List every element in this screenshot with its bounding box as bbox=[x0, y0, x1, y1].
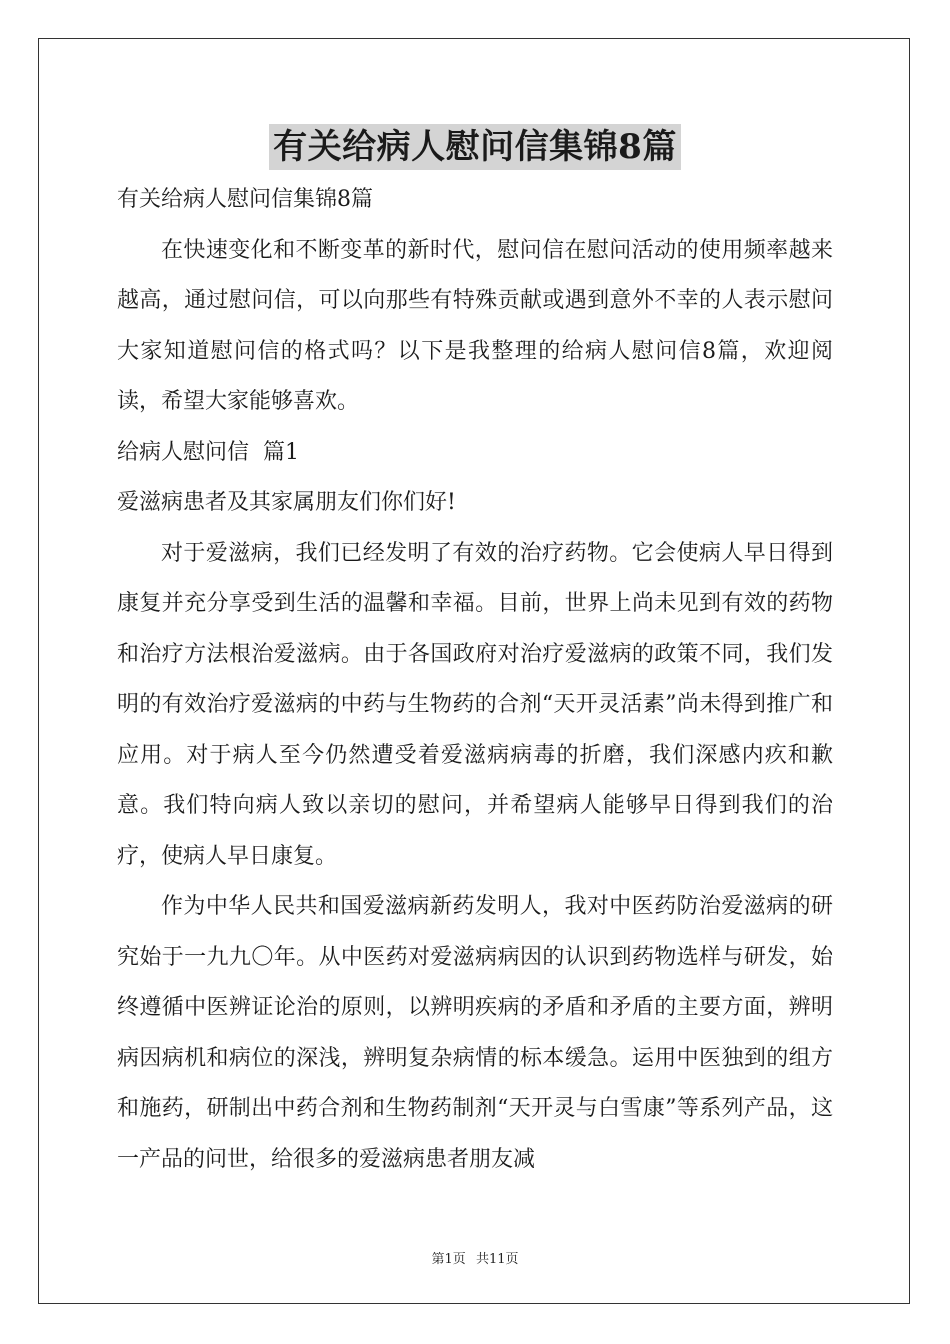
document-body bbox=[117, 175, 833, 1185]
body-paragraph-2 bbox=[117, 882, 833, 1185]
intro-paragraph bbox=[117, 226, 833, 428]
letter-greeting: 爱滋病患者及其家属朋友们你们好! bbox=[117, 490, 456, 515]
paragraph-2-text: 作为中华人民共和国爱滋病新药发明人，我对中医药防治爱滋病的研究始于一九九〇年。从中医药对爱滋病病因的认识到药物选样与研发，始终遵循中医辨证论治的原则，以辨明疾病的矛盾和矛盾的主要方面，辨明病因病机和病位的深浅，辨明复杂病情的标本缓急。运用中医独到的组方和施药，研制出中药合剂和生物药制剂“天开灵与白雪康”等系列产品，这一产品的问世，给很多的爱滋病患者朋友减 bbox=[117, 894, 833, 1172]
document-subtitle: 有关给病人慰问信集锦8篇 bbox=[117, 187, 373, 212]
page-number: 第1页 bbox=[431, 1252, 466, 1267]
section-heading: 给病人慰问信 篇1 bbox=[117, 439, 299, 465]
intro-text: 在快速变化和不断变革的新时代，慰问信在慰问活动的使用频率越来越高，通过慰问信，可以向那些有特殊贡献或遇到意外不幸的人表示慰问大家知道慰问信的格式吗？以下是我整理的给病人慰问信8篇，欢迎阅读，希望大家能够喜欢。 bbox=[117, 237, 833, 414]
page-footer bbox=[0, 1248, 950, 1267]
title-container bbox=[0, 124, 950, 170]
paragraph-1-text: 对于爱滋病，我们已经发明了有效的治疗药物。它会使病人早日得到康复并充分享受到生活的温馨和幸福。目前，世界上尚未见到有效的药物和治疗方法根治爱滋病。由于各国政府对治疗爱滋病的政策不同，我们发明的有效治疗爱滋病的中药与生物药的合剂“天开灵活素”尚未得到推广和应用。对于病人至今仍然遭受着爱滋病病毒的折磨，我们深感内疚和歉意。我们特向病人致以亲切的慰问，并希望病人能够早日得到我们的治疗，使病人早日康复。 bbox=[117, 540, 833, 869]
document-title: 有关给病人慰问信集锦8篇 bbox=[269, 124, 681, 170]
body-paragraph-1 bbox=[117, 529, 833, 883]
total-pages: 共11页 bbox=[475, 1252, 519, 1267]
